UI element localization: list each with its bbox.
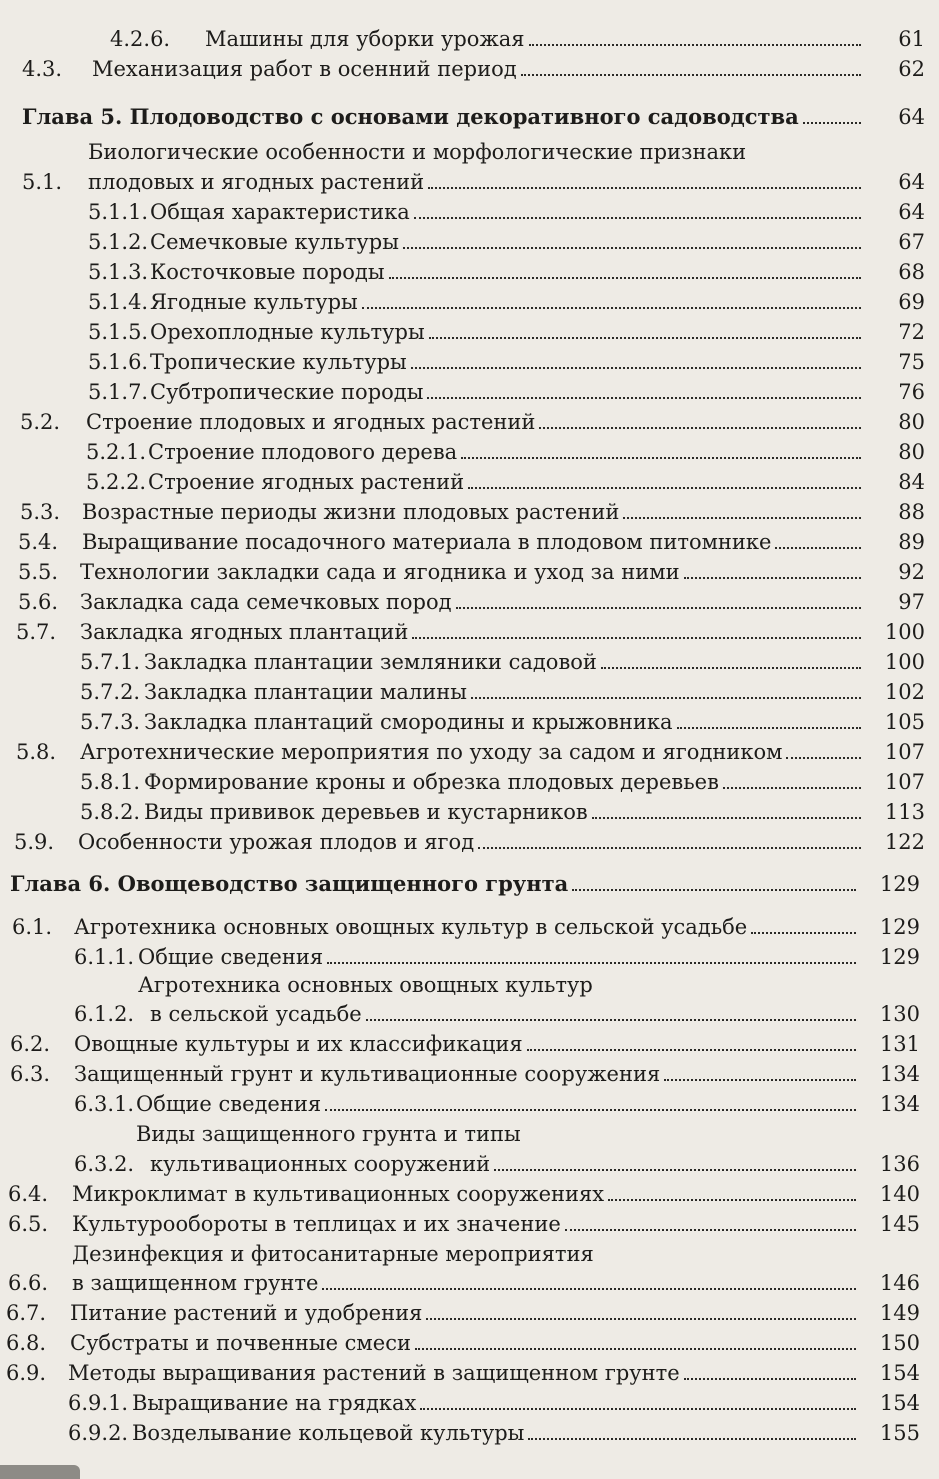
dot-leader <box>529 44 861 46</box>
dot-leader <box>468 487 861 489</box>
toc-entry-title: Строение ягодных растений <box>148 470 465 494</box>
toc-entry-number: 6.6. <box>8 1271 49 1295</box>
toc-page-number: 64 <box>898 200 925 224</box>
dot-leader <box>684 577 861 579</box>
toc-entry-title: Питание растений и удобрения <box>70 1301 423 1325</box>
toc-page-number: 72 <box>898 320 925 344</box>
toc-entry-title: Виды прививок деревьев и кустарников <box>144 800 588 824</box>
toc-entry[interactable] <box>8 1266 920 1296</box>
toc-page-number: 134 <box>879 1092 920 1116</box>
toc-page-number: 154 <box>879 1391 920 1415</box>
toc-entry-number: 5.8.2. <box>80 800 141 824</box>
toc-entry-title: Машины для уборки урожая <box>205 27 525 51</box>
dot-leader <box>403 247 861 249</box>
toc-entry[interactable] <box>10 1027 920 1057</box>
toc-page-number: 149 <box>879 1301 920 1325</box>
dot-leader <box>426 1318 856 1320</box>
toc-page-number: 150 <box>879 1331 920 1355</box>
toc-entry-number: 4.3. <box>22 57 63 81</box>
toc-entry-title: Косточковые породы <box>150 260 385 284</box>
dot-leader <box>527 1049 856 1051</box>
toc-entry-number: 5.1.3. <box>88 260 149 284</box>
toc-entry-number: 5.2. <box>20 410 61 434</box>
toc-entry[interactable] <box>74 1087 920 1117</box>
toc-page-number: 76 <box>898 380 925 404</box>
toc-entry[interactable] <box>8 1177 920 1207</box>
toc-entry[interactable] <box>22 165 925 195</box>
toc-page-number: 88 <box>898 500 925 524</box>
toc-entry[interactable] <box>20 495 925 525</box>
toc-page-number: 130 <box>879 1002 920 1026</box>
toc-entry-title: в защищенном грунте <box>72 1271 319 1295</box>
toc-page-number: 75 <box>898 350 925 374</box>
toc-entry[interactable] <box>110 22 925 52</box>
dot-leader <box>592 817 861 819</box>
toc-page-number: 134 <box>879 1062 920 1086</box>
toc-entry-title: Возрастные периоды жизни плодовых растений <box>82 500 620 524</box>
dot-leader <box>415 1348 856 1350</box>
toc-entry[interactable] <box>16 615 925 645</box>
toc-page-number: 69 <box>898 290 925 314</box>
toc-page-number: 64 <box>898 170 925 194</box>
toc-entry-title: Выращивание посадочного материала в плодовом питомнике <box>82 530 772 554</box>
toc-entry-number: 6.1. <box>12 915 53 939</box>
toc-entry-number: 6.3.1. <box>74 1092 135 1116</box>
toc-entry-number: 5.1.5. <box>88 320 149 344</box>
toc-entry[interactable] <box>88 225 925 255</box>
toc-entry[interactable] <box>6 1326 920 1356</box>
toc-entry[interactable] <box>68 1416 920 1446</box>
dot-leader <box>325 1109 856 1111</box>
dot-leader <box>366 1019 856 1021</box>
toc-entry-title: Технологии закладки сада и ягодника и уход за ними <box>80 560 680 584</box>
toc-entry-title: Формирование кроны и обрезка плодовых деревьев <box>144 770 719 794</box>
toc-page-number: 136 <box>879 1152 920 1176</box>
toc-entry-title: Семечковые культуры <box>150 230 399 254</box>
toc-entry-number: 6.9. <box>6 1361 47 1385</box>
dot-leader <box>478 847 861 849</box>
toc-entry[interactable] <box>6 1296 920 1326</box>
toc-entry-number: 5.1.7. <box>88 380 149 404</box>
toc-entry-number: 5.4. <box>18 530 59 554</box>
toc-entry-title: Закладка плантации малины <box>144 680 467 704</box>
dot-leader <box>471 697 861 699</box>
toc-chapter-heading[interactable] <box>0 100 925 130</box>
toc-entry-number: 5.3. <box>20 500 61 524</box>
page-edge-mark <box>0 1465 80 1479</box>
toc-entry-number: 5.1.1. <box>88 200 149 224</box>
dot-leader <box>775 547 861 549</box>
toc-page-number: 129 <box>879 915 920 939</box>
toc-entry[interactable] <box>80 705 925 735</box>
toc-page-number: 61 <box>898 27 925 51</box>
dot-leader <box>684 1378 856 1380</box>
toc-entry-number: 5.8. <box>16 740 57 764</box>
toc-page-number: 154 <box>879 1361 920 1385</box>
toc-entry-title: Закладка плантации земляники садовой <box>144 650 597 674</box>
toc-entry-title: Общие сведения <box>136 1092 322 1116</box>
dot-leader <box>664 1079 856 1081</box>
toc-entry-title: Особенности урожая плодов и ягод <box>78 830 475 854</box>
dot-leader <box>528 1438 856 1440</box>
toc-entry[interactable] <box>14 825 925 855</box>
toc-entry[interactable] <box>88 345 925 375</box>
toc-entry-number: 5.1.6. <box>88 350 149 374</box>
toc-entry[interactable] <box>86 435 925 465</box>
toc-entry-title-line1: Биологические особенности и морфологические признаки <box>88 140 747 164</box>
toc-entry-number: 5.9. <box>14 830 55 854</box>
toc-entry[interactable] <box>68 1386 920 1416</box>
dot-leader <box>414 217 861 219</box>
toc-entry-title: Микроклимат в культивационных сооружениях <box>72 1182 605 1206</box>
toc-entry[interactable] <box>8 1207 920 1237</box>
dot-leader <box>601 667 861 669</box>
dot-leader <box>521 74 861 76</box>
dot-leader <box>786 757 861 759</box>
dot-leader <box>420 1408 856 1410</box>
toc-entry-title: Возделывание кольцевой культуры <box>132 1421 525 1445</box>
toc-entry[interactable] <box>22 52 925 82</box>
dot-leader <box>677 727 861 729</box>
toc-entry-title: Культурообороты в теплицах и их значение <box>72 1212 561 1236</box>
toc-entry-number: 5.7.3. <box>80 710 141 734</box>
toc-page-number: 89 <box>898 530 925 554</box>
toc-entry-number: 5.2.1. <box>86 440 147 464</box>
dot-leader <box>428 187 861 189</box>
toc-page-number: 107 <box>884 770 925 794</box>
toc-page-number: 129 <box>879 945 920 969</box>
toc-entry[interactable] <box>20 405 925 435</box>
toc-entry-title: Защищенный грунт и культивационные сооружения <box>74 1062 661 1086</box>
chapter-title: Глава 5. Плодоводство с основами декоративного садоводства <box>22 104 799 129</box>
toc-entry[interactable] <box>18 585 925 615</box>
toc-entry-title: Выращивание на грядках <box>132 1391 417 1415</box>
toc-page-number: 146 <box>879 1271 920 1295</box>
toc-entry-title: Тропические культуры <box>150 350 407 374</box>
dot-leader <box>539 427 861 429</box>
toc-entry[interactable] <box>88 375 925 405</box>
toc-entry[interactable] <box>74 940 920 970</box>
toc-page-number: 80 <box>898 440 925 464</box>
dot-leader <box>427 397 861 399</box>
toc-page-number: 155 <box>879 1421 920 1445</box>
toc-entry-number: 6.1.2. <box>74 1002 135 1026</box>
toc-entry-title: Агротехнические мероприятия по уходу за садом и ягодником <box>80 740 783 764</box>
dot-leader <box>362 307 861 309</box>
toc-entry-number: 6.8. <box>6 1331 47 1355</box>
toc-entry[interactable] <box>88 195 925 225</box>
toc-entry[interactable] <box>80 675 925 705</box>
toc-entry-title: плодовых и ягодных растений <box>88 170 425 194</box>
toc-entry-title: Методы выращивания растений в защищенном грунте <box>68 1361 680 1385</box>
toc-page-number: 129 <box>879 872 920 896</box>
toc-entry[interactable] <box>80 795 925 825</box>
toc-entry[interactable] <box>86 465 925 495</box>
toc-entry-number: 5.8.1. <box>80 770 141 794</box>
chapter-title: Глава 6. Овощеводство защищенного грунта <box>10 871 569 896</box>
toc-entry-number: 6.2. <box>10 1032 51 1056</box>
toc-page-number: 80 <box>898 410 925 434</box>
toc-entry[interactable] <box>74 997 920 1027</box>
toc-entry-title: Агротехника основных овощных культур в сельской усадьбе <box>74 915 748 939</box>
toc-page-number: 62 <box>898 57 925 81</box>
toc-entry-number: 5.1.4. <box>88 290 149 314</box>
toc-entry-number: 5.6. <box>18 590 59 614</box>
dot-leader <box>565 1229 856 1231</box>
toc-entry-title-line1: Виды защищенного грунта и типы <box>136 1122 521 1146</box>
toc-page-number: 100 <box>884 620 925 644</box>
dot-leader <box>723 787 861 789</box>
toc-entry-number: 5.2.2. <box>86 470 147 494</box>
toc-entry-title: Орехоплодные культуры <box>150 320 425 344</box>
dot-leader <box>751 932 856 934</box>
toc-page-number: 107 <box>884 740 925 764</box>
toc-entry-title: Общая характеристика <box>150 200 410 224</box>
toc-entry-number: 6.9.2. <box>68 1421 129 1445</box>
toc-page-number: 92 <box>898 560 925 584</box>
toc-page-number: 131 <box>879 1032 920 1056</box>
toc-entry-number: 6.7. <box>6 1301 47 1325</box>
toc-entry-title: Субстраты и почвенные смеси <box>70 1331 411 1355</box>
toc-entry-number: 6.3. <box>10 1062 51 1086</box>
toc-entry-title: Строение плодовых и ягодных растений <box>86 410 536 434</box>
toc-entry-number: 5.7.2. <box>80 680 141 704</box>
dot-leader <box>456 607 861 609</box>
toc-page-number: 145 <box>879 1212 920 1236</box>
toc-entry-title-line1: Агротехника основных овощных культур <box>138 973 593 997</box>
toc-entry-title: Механизация работ в осенний период <box>92 57 517 81</box>
toc-entry-number: 5.7. <box>16 620 57 644</box>
toc-page-number: 140 <box>879 1182 920 1206</box>
toc-page-number: 67 <box>898 230 925 254</box>
toc-entry-number: 5.7.1. <box>80 650 141 674</box>
dot-leader <box>572 889 856 891</box>
toc-entry-number: 5.1.2. <box>88 230 149 254</box>
dot-leader <box>623 517 861 519</box>
toc-entry[interactable] <box>18 555 925 585</box>
toc-page-number: 102 <box>884 680 925 704</box>
toc-entry-number: 6.3.2. <box>74 1152 135 1176</box>
toc-entry-title: Закладка ягодных плантаций <box>80 620 409 644</box>
toc-entry[interactable] <box>88 315 925 345</box>
toc-entry-title: Овощные культуры и их классификация <box>74 1032 523 1056</box>
toc-entry-title: культивационных сооружений <box>150 1152 491 1176</box>
toc-entry[interactable] <box>88 255 925 285</box>
toc-page-number: 100 <box>884 650 925 674</box>
toc-page-number: 84 <box>898 470 925 494</box>
toc-entry-title: Строение плодового дерева <box>148 440 458 464</box>
toc-chapter-heading[interactable] <box>0 867 920 897</box>
toc-page-number: 113 <box>884 800 925 824</box>
toc-entry[interactable] <box>88 285 925 315</box>
toc-entry[interactable] <box>18 525 925 555</box>
toc-page-number: 105 <box>884 710 925 734</box>
dot-leader <box>429 337 861 339</box>
toc-entry[interactable] <box>74 1147 920 1177</box>
toc-entry[interactable] <box>80 645 925 675</box>
dot-leader <box>412 637 861 639</box>
toc-entry-title: Субтропические породы <box>150 380 424 404</box>
toc-entry[interactable] <box>12 910 920 940</box>
toc-entry-number: 6.9.1. <box>68 1391 129 1415</box>
toc-page-number: 64 <box>898 105 925 129</box>
toc-page-number: 122 <box>884 830 925 854</box>
toc-entry-title-line1: Дезинфекция и фитосанитарные мероприятия <box>72 1242 594 1266</box>
toc-entry-number: 6.4. <box>8 1182 49 1206</box>
toc-entry-number: 6.5. <box>8 1212 49 1236</box>
dot-leader <box>494 1169 856 1171</box>
toc-entry-number: 5.1. <box>22 170 63 194</box>
dot-leader <box>389 277 861 279</box>
toc-entry-title: в сельской усадьбе <box>150 1002 362 1026</box>
toc-entry-number: 4.2.6. <box>110 27 171 51</box>
toc-page-number: 97 <box>898 590 925 614</box>
toc-page-number: 68 <box>898 260 925 284</box>
toc-entry-title: Закладка сада семечковых пород <box>80 590 452 614</box>
toc-entry-number: 5.5. <box>18 560 59 584</box>
toc-entry[interactable] <box>80 765 925 795</box>
dot-leader <box>608 1199 856 1201</box>
dot-leader <box>411 367 861 369</box>
toc-entry-number: 6.1.1. <box>74 945 135 969</box>
toc-entry-title: Закладка плантаций смородины и крыжовника <box>144 710 673 734</box>
dot-leader <box>322 1288 856 1290</box>
toc-entry[interactable] <box>16 735 925 765</box>
dot-leader <box>327 962 856 964</box>
dot-leader <box>461 457 861 459</box>
toc-entry[interactable] <box>6 1356 920 1386</box>
dot-leader <box>803 122 861 124</box>
toc-entry-title: Общие сведения <box>138 945 324 969</box>
toc-entry-title: Ягодные культуры <box>150 290 358 314</box>
toc-entry[interactable] <box>10 1057 920 1087</box>
